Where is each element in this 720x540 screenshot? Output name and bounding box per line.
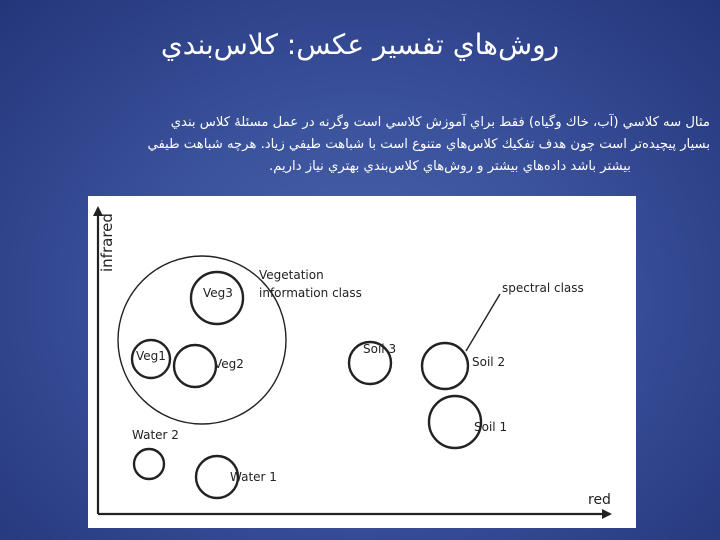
water1-label: Water 1	[230, 470, 277, 484]
body-line-2: بسيار پيچيده‌تر است چون هدف تفكيك كلاس‌هاي متنوع است با شباهت طيفي زياد. هرچه شباهت طيفي	[147, 137, 710, 152]
x-axis-label: red	[588, 492, 611, 508]
spectral-class-annotation: spectral class	[502, 281, 584, 295]
veg1-label: Veg1	[136, 349, 166, 363]
veg2-label: Veg2	[214, 357, 244, 371]
spectral-space-figure	[88, 196, 636, 528]
soil1-label: Soil 1	[474, 420, 508, 434]
soil2-cluster	[422, 343, 468, 389]
water2-cluster	[134, 449, 164, 479]
y-axis-label: infrared	[98, 213, 116, 272]
veg3-label: Veg3	[203, 286, 233, 300]
body-line-1: مثال سه كلاسي (آب، خاك وگياه) فقط براي آموزش كلاسي است وگرنه در عمل مسئلۀ كلاس بندي	[170, 115, 710, 130]
spectral-space-diagram	[88, 196, 636, 528]
veg2-cluster	[174, 345, 216, 387]
body-line-3: بيشتر باشد داده‌هاي بيشتر و روش‌هاي كلاس‌بندي بهتري نياز داريم.	[269, 159, 631, 174]
soil2-label: Soil 2	[472, 355, 506, 369]
soil3-label: Soil 3	[363, 342, 397, 356]
vegetation-annotation-line2: information class	[259, 286, 362, 300]
water2-label: Water 2	[132, 428, 179, 442]
spectral-class-pointer	[466, 294, 500, 351]
vegetation-annotation-line1: Vegetation	[259, 268, 324, 282]
slide-title: روش‌هاي تفسير عكس: كلاس‌بندي	[160, 28, 560, 61]
slide-body-text	[10, 112, 710, 178]
